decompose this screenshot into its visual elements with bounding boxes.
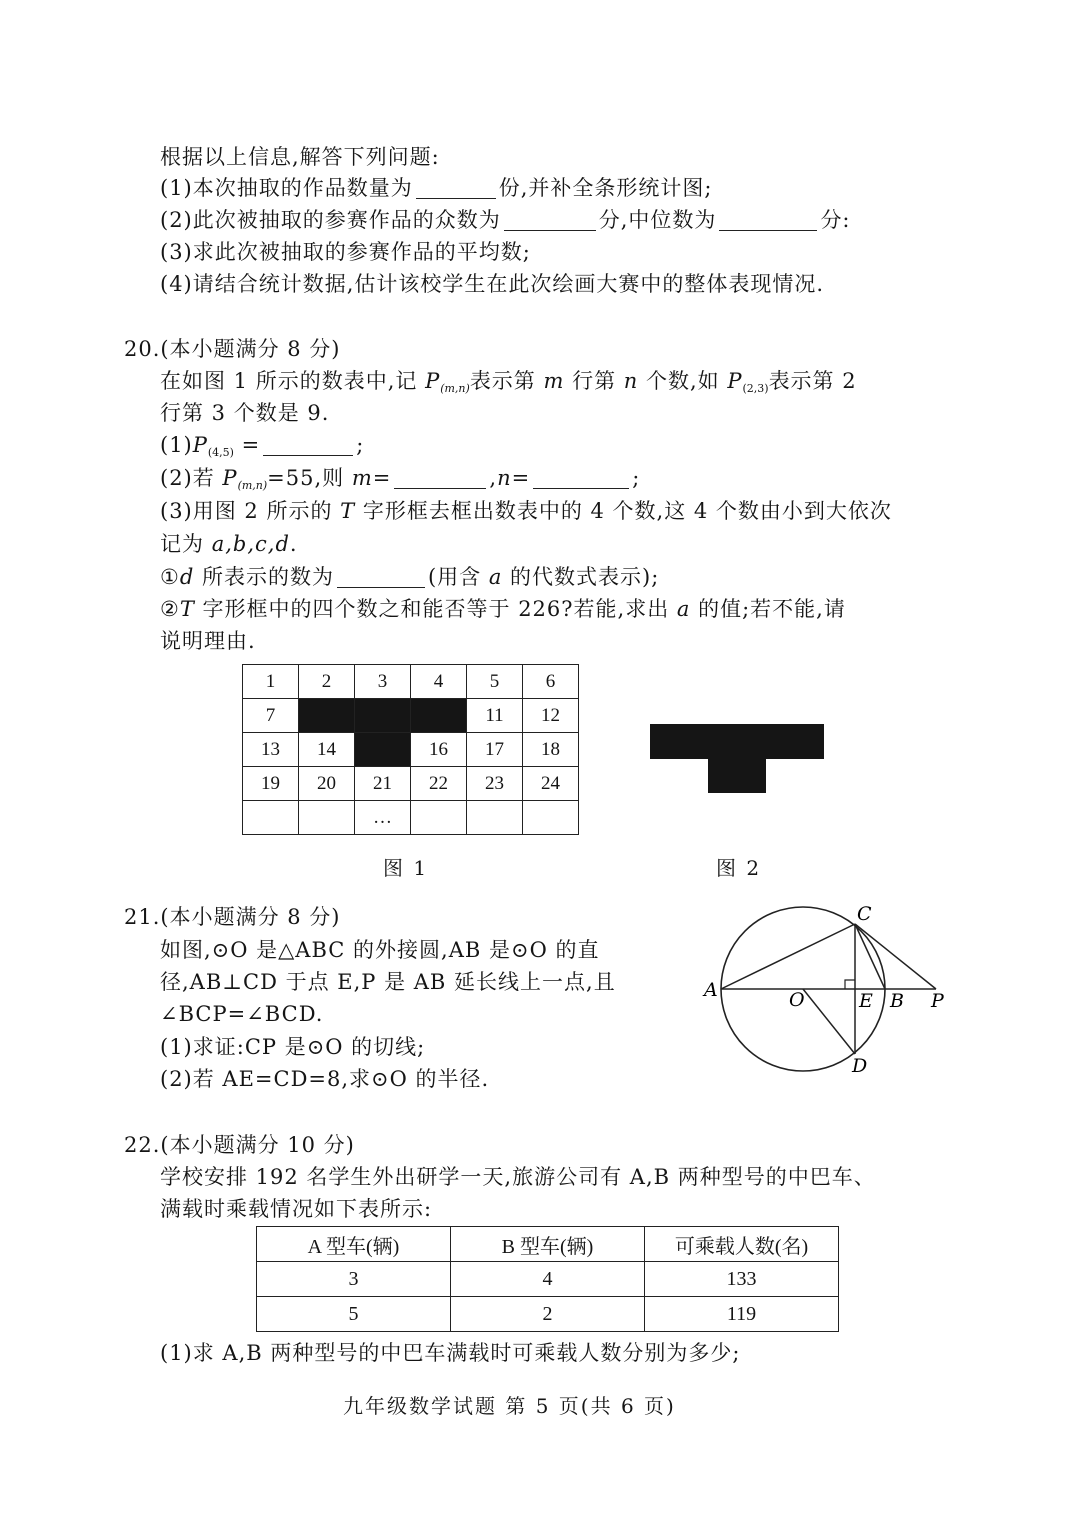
table-cell: 20	[299, 767, 355, 801]
line-cp	[855, 924, 936, 989]
answer-blank[interactable]	[416, 176, 496, 199]
table-cell: 24	[523, 767, 579, 801]
table-cell: 2	[299, 665, 355, 699]
q20-line2: 行第 3 个数是 9.	[160, 401, 330, 425]
label-e: E	[859, 990, 873, 1012]
table-cell	[411, 801, 467, 835]
table-cell: 23	[467, 767, 523, 801]
q19-part1: (1)本次抽取的作品数量为 份,并补全条形统计图;	[160, 176, 713, 200]
q20-part1: $(1)P_{(4,5)}$ = ;	[160, 433, 365, 459]
q20-part3: (3)用图 2 所示的 T 字形框去框出数表中的 4 个数,这 4 个数由小到大依次	[160, 499, 892, 523]
answer-blank[interactable]	[394, 466, 486, 489]
table-cell: 17	[467, 733, 523, 767]
q22-header: 22.(本小题满分 10 分)	[124, 1133, 355, 1157]
table-cell: 19	[243, 767, 299, 801]
table-cell	[299, 801, 355, 835]
table-row	[257, 1297, 839, 1332]
line-ac	[721, 924, 855, 989]
q19-intro: 根据以上信息,解答下列问题:	[160, 145, 440, 169]
q20-sub1: ①d 所表示的数为 (用含 a 的代数式表示);	[160, 565, 660, 589]
bus-capacity-table	[256, 1226, 839, 1332]
masked-cell	[355, 733, 411, 767]
table-cell: 3	[257, 1262, 451, 1297]
label-p: P	[931, 990, 944, 1012]
table-cell: 14	[299, 733, 355, 767]
table-cell: 4	[411, 665, 467, 699]
q21-line1: 如图,⊙O 是△ABC 的外接圆,AB 是⊙O 的直	[160, 938, 600, 962]
table-row	[257, 1262, 839, 1297]
q19-part2: (2)此次被抽取的参赛作品的众数为 分,中位数为 分:	[160, 208, 851, 232]
label-d: D	[852, 1055, 868, 1077]
q22-part1: (1)求 A,B 两种型号的中巴车满载时可乘载人数分别为多少;	[160, 1341, 741, 1365]
table-cell: 2	[451, 1297, 645, 1332]
table-cell: 119	[645, 1297, 839, 1332]
table-cell	[467, 801, 523, 835]
answer-blank[interactable]	[504, 208, 596, 231]
masked-cell	[411, 699, 467, 733]
q21-part2: (2)若 AE=CD=8,求⊙O 的半径.	[160, 1067, 490, 1091]
page-footer: 九年级数学试题 第 5 页(共 6 页)	[343, 1394, 676, 1418]
table-cell: 16	[411, 733, 467, 767]
q21-line2: 径,AB⊥CD 于点 E,P 是 AB 延长线上一点,且	[160, 970, 616, 994]
q19-part4: (4)请结合统计数据,估计该校学生在此次绘画大赛中的整体表现情况.	[160, 272, 825, 296]
label-c: C	[857, 903, 872, 925]
table-header: 可乘载人数(名)	[645, 1227, 839, 1262]
table-cell: 6	[523, 665, 579, 699]
q20-part2: (2)若 $P_{(m,n)}=55$,则 m= ,n= ;	[160, 466, 641, 492]
circle-geometry-figure	[700, 900, 960, 1080]
line-cb	[855, 924, 885, 989]
table-header: B 型车(辆)	[451, 1227, 645, 1262]
q22-line2: 满载时乘载情况如下表所示:	[160, 1197, 433, 1221]
table-cell: 12	[523, 699, 579, 733]
table-cell: 21	[355, 767, 411, 801]
table-cell: 133	[645, 1262, 839, 1297]
q20-sub2: ②T 字形框中的四个数之和能否等于 226?若能,求出 a 的值;若不能,请	[160, 597, 846, 621]
t-frame-top-bar	[650, 724, 824, 759]
table-cell: 11	[467, 699, 523, 733]
figure1-caption: 图 1	[383, 856, 429, 880]
t-frame-stem	[708, 757, 766, 793]
label-a: A	[704, 979, 718, 1001]
q20-header: 20.(本小题满分 8 分)	[124, 337, 341, 361]
answer-blank[interactable]	[337, 565, 425, 588]
number-table	[242, 664, 579, 835]
table-cell: 1	[243, 665, 299, 699]
table-cell: 3	[355, 665, 411, 699]
table-cell: 22	[411, 767, 467, 801]
t-frame-figure	[648, 722, 828, 796]
q22-line1: 学校安排 192 名学生外出研学一天,旅游公司有 A,B 两种型号的中巴车、	[160, 1165, 876, 1189]
table-cell	[243, 801, 299, 835]
table-cell: 18	[523, 733, 579, 767]
table-header: A 型车(辆)	[257, 1227, 451, 1262]
table-cell: 5	[467, 665, 523, 699]
q19-part3: (3)求此次被抽取的参赛作品的平均数;	[160, 240, 531, 264]
masked-cell	[299, 699, 355, 733]
table-cell: 5	[257, 1297, 451, 1332]
table-cell: 4	[451, 1262, 645, 1297]
table-cell: …	[355, 801, 411, 835]
label-b: B	[890, 990, 904, 1012]
q21-part1: (1)求证:CP 是⊙O 的切线;	[160, 1035, 426, 1059]
answer-blank[interactable]	[263, 433, 353, 456]
answer-blank[interactable]	[533, 466, 629, 489]
line-od	[803, 989, 855, 1054]
q20-sub2-line2: 说明理由.	[160, 629, 256, 653]
q21-line3: ∠BCP=∠BCD.	[160, 1002, 324, 1026]
masked-cell	[355, 699, 411, 733]
q21-header: 21.(本小题满分 8 分)	[124, 905, 341, 929]
q20-line1: 在如图 1 所示的数表中,记 $P_{(m,n)}$表示第 m 行第 n 个数,如 $P_{(2,3)}$表示第 2	[160, 369, 857, 395]
right-angle-mark	[845, 980, 855, 989]
table-cell: 7	[243, 699, 299, 733]
table-cell	[523, 801, 579, 835]
figure2-caption: 图 2	[716, 856, 762, 880]
table-cell: 13	[243, 733, 299, 767]
q20-part3-line2: 记为 a,b,c,d.	[160, 532, 298, 556]
answer-blank[interactable]	[719, 208, 817, 231]
label-o: O	[789, 989, 805, 1011]
